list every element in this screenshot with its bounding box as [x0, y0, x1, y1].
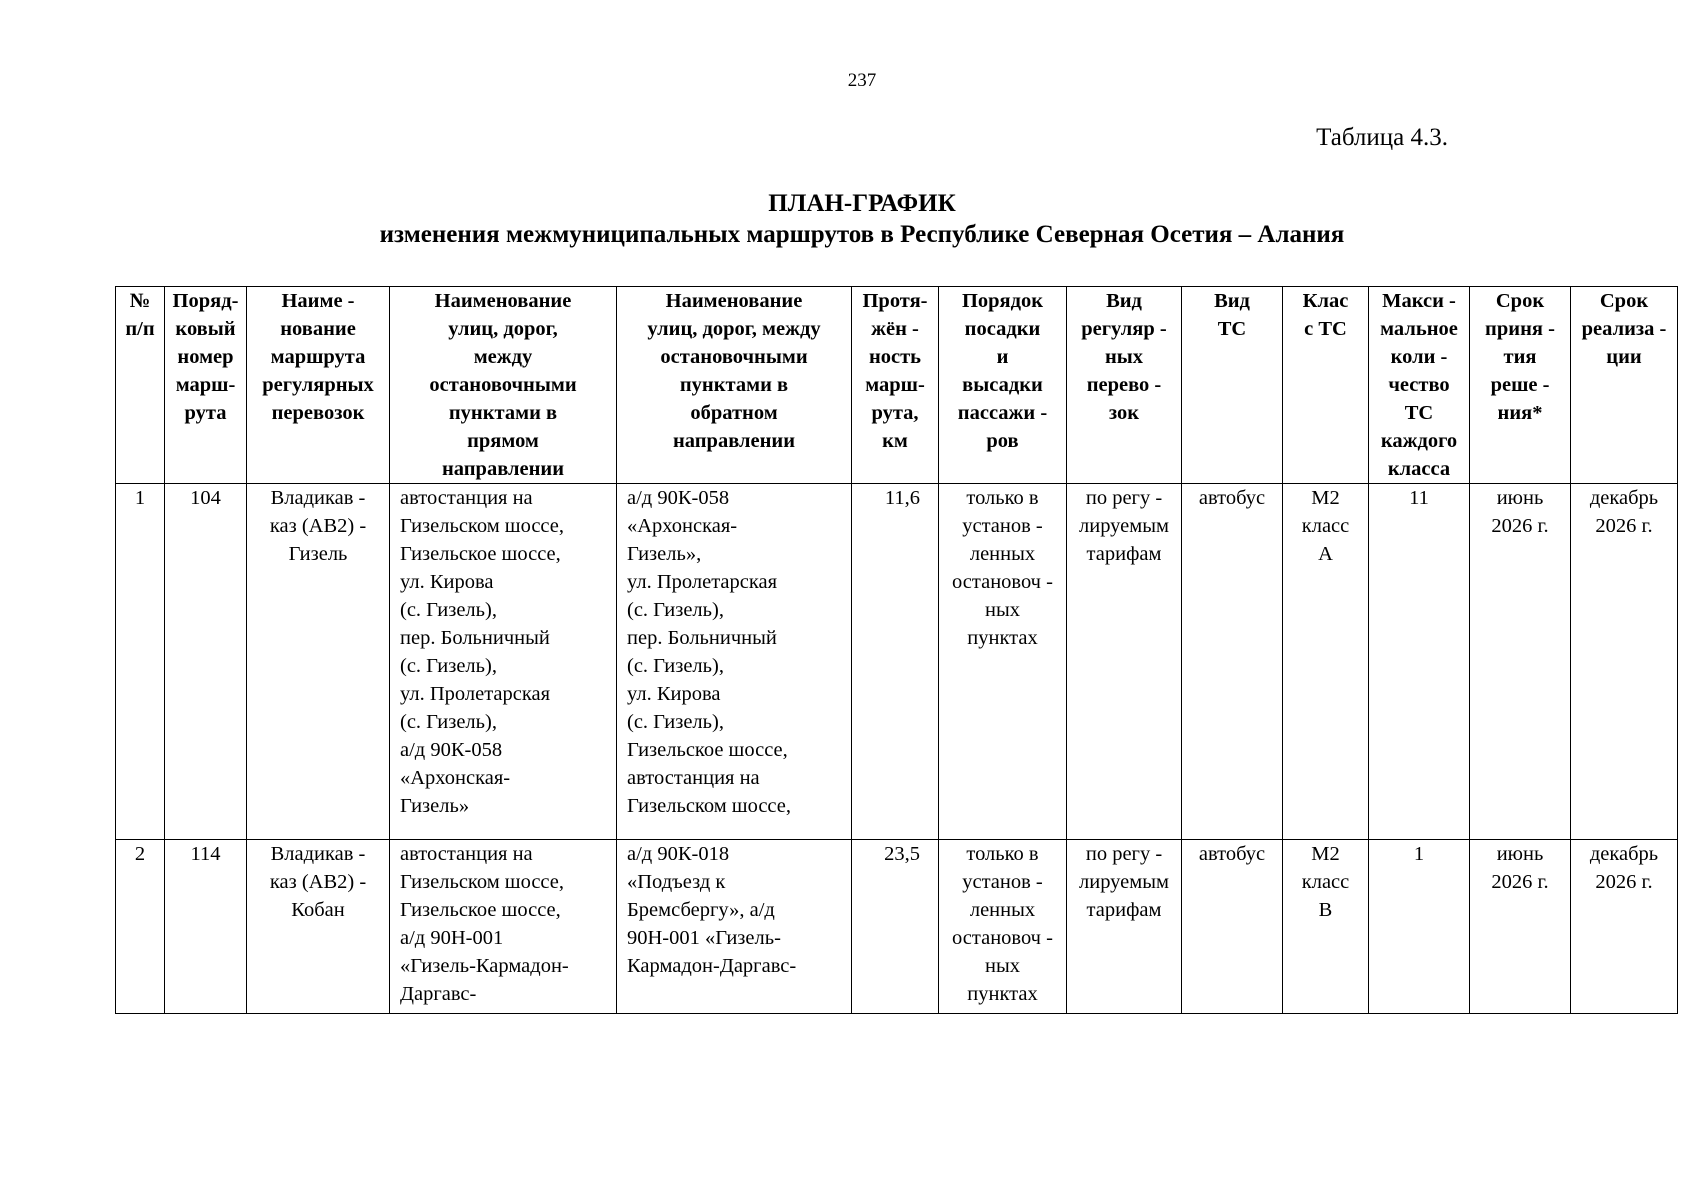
header-line: Наименование [434, 290, 572, 312]
cell-line: 2026 г. [1595, 871, 1653, 893]
cell-line: ленных [969, 899, 1036, 921]
cell-line: 2026 г. [1491, 871, 1549, 893]
cell-line: а/д 90Н-001 [400, 927, 504, 949]
cell-line: (с. Гизель), [400, 599, 497, 621]
header-line: улиц, дорог, между [647, 318, 821, 340]
max-count-cell: 11 [1369, 484, 1470, 840]
header-line: ТС [1217, 318, 1247, 340]
cell-line: каз (АВ2) - [269, 515, 367, 537]
cell-line: лируемым [1079, 515, 1169, 537]
cell-line: а/д 90К-018 [627, 843, 730, 865]
route-schedule-table [115, 286, 1678, 1014]
header-line: класса [1387, 458, 1451, 480]
title-line-1: ПЛАН-ГРАФИК [768, 190, 956, 217]
cell-line: (с. Гизель), [400, 655, 497, 677]
cell-line: пунктах [967, 627, 1038, 649]
cell-line: ных [985, 955, 1020, 977]
cell-line: Владикав - [270, 843, 366, 865]
header-line: пунктами в [679, 374, 789, 396]
cell-line: каз (АВ2) - [269, 871, 367, 893]
table-row [116, 840, 1678, 1014]
cell-line: пунктах [967, 983, 1038, 1005]
cell-line: а/д 90К-058 [627, 487, 730, 509]
header-line: ТС [1404, 402, 1434, 424]
cell-line: (с. Гизель), [627, 711, 724, 733]
header-line: тия [1503, 346, 1537, 368]
document-title [0, 188, 1698, 250]
header-line: ции [1606, 346, 1642, 368]
cell-line: Гизельском шоссе, [400, 871, 565, 893]
header-line: с ТС [1304, 318, 1347, 340]
cell-line: только в [966, 487, 1039, 509]
vehicle-class-cell [1283, 484, 1369, 840]
cell-line: пер. Больничный [400, 627, 550, 649]
header-vehicle-type [1182, 287, 1283, 484]
cell-line: декабрь [1589, 843, 1659, 865]
cell-line: ных [985, 599, 1020, 621]
route-name-cell [247, 840, 390, 1014]
cell-line: (с. Гизель), [627, 655, 724, 677]
cell-line: остановоч - [952, 571, 1053, 593]
cell-line: «Гизель-Кармадон- [400, 955, 569, 977]
header-line: регуляр - [1081, 318, 1167, 340]
cell-line: ленных [969, 543, 1036, 565]
row-number-cell: 2 [116, 840, 165, 1014]
vehicle-class-cell [1283, 840, 1369, 1014]
cell-line: а/д 90К-058 [400, 739, 503, 761]
header-line: рута [184, 402, 227, 424]
header-line: Наименование [665, 290, 803, 312]
cell-line: автостанция на [400, 487, 533, 509]
route-name-cell [247, 484, 390, 840]
header-line: Макси - [1382, 290, 1456, 312]
header-line: между [473, 346, 533, 368]
cell-line: установ - [962, 515, 1043, 537]
cell-line: июнь [1496, 843, 1544, 865]
header-line: Вид [1214, 290, 1250, 312]
header-line: Срок [1599, 290, 1649, 312]
cell-line: Гизель», [627, 543, 702, 565]
cell-line: тарифам [1086, 899, 1162, 921]
header-line: марш- [175, 374, 236, 396]
reverse-streets-cell [617, 840, 852, 1014]
cell-line: Гизельское шоссе, [400, 543, 561, 565]
header-line: каждого [1380, 430, 1458, 452]
header-line: ров [986, 430, 1019, 452]
header-route-name [247, 287, 390, 484]
title-line-2: изменения межмуниципальных маршрутов в Республике Северная Осетия – Алания [379, 221, 1345, 248]
header-route-length [852, 287, 939, 484]
header-line: регулярных [262, 374, 374, 396]
table-row [116, 484, 1678, 840]
max-count-cell: 1 [1369, 840, 1470, 1014]
cell-line: Гизель» [400, 795, 470, 817]
route-number-cell: 104 [165, 484, 247, 840]
header-line: остановочными [429, 374, 577, 396]
cell-line: установ - [962, 871, 1043, 893]
boarding-order-cell [939, 484, 1067, 840]
header-implementation-date [1571, 287, 1678, 484]
cell-line: А [1318, 543, 1333, 565]
cell-line: «Подъезд к [627, 871, 726, 893]
table-body [116, 484, 1678, 1014]
implementation-date-cell [1571, 484, 1678, 840]
header-line: Срок [1495, 290, 1545, 312]
cell-line: Кобан [291, 899, 345, 921]
header-line: реше - [1490, 374, 1550, 396]
header-line: км [882, 430, 908, 452]
header-line: чество [1388, 374, 1450, 396]
cell-line: тарифам [1086, 543, 1162, 565]
header-line: номер [177, 346, 234, 368]
header-line: № [129, 290, 151, 312]
cell-line: по регу - [1085, 487, 1163, 509]
header-route-order-number [165, 287, 247, 484]
header-line: нование [280, 318, 356, 340]
cell-line: М2 [1311, 843, 1340, 865]
header-line: п/п [125, 318, 155, 340]
header-boarding-order [939, 287, 1067, 484]
header-line: ность [868, 346, 922, 368]
cell-line: автостанция на [627, 767, 760, 789]
header-max-vehicle-count [1369, 287, 1470, 484]
header-line: перево - [1086, 374, 1162, 396]
header-decision-date [1470, 287, 1571, 484]
route-schedule-table-wrapper [115, 286, 1677, 1014]
header-line: Клас [1302, 290, 1349, 312]
cell-line: Гизельском шоссе, [400, 515, 565, 537]
cell-line: (с. Гизель), [400, 711, 497, 733]
implementation-date-cell [1571, 840, 1678, 1014]
forward-streets-cell [390, 840, 617, 1014]
header-line: обратном [690, 402, 778, 424]
cell-line: Даргавс- [400, 983, 477, 1005]
route-length-cell: 11,6 [852, 484, 939, 840]
header-vehicle-class [1283, 287, 1369, 484]
cell-line: ул. Кирова [627, 683, 721, 705]
cell-line: по регу - [1085, 843, 1163, 865]
table-header-row [116, 287, 1678, 484]
header-number [116, 287, 165, 484]
header-line: рута, [871, 402, 919, 424]
header-line: направлении [441, 458, 565, 480]
cell-line: только в [966, 843, 1039, 865]
header-line: посадки [964, 318, 1041, 340]
table-caption: Таблица 4.3. [1316, 124, 1448, 151]
header-line: перевозок [271, 402, 365, 424]
row-number-cell: 1 [116, 484, 165, 840]
cell-line: Бремсбергу», а/д [627, 899, 775, 921]
vehicle-type-cell: автобус [1182, 484, 1283, 840]
cell-line: класс [1301, 515, 1350, 537]
header-forward-streets [390, 287, 617, 484]
cell-line: 2026 г. [1595, 515, 1653, 537]
cell-line: лируемым [1079, 871, 1169, 893]
decision-date-cell [1470, 484, 1571, 840]
cell-line: остановоч - [952, 927, 1053, 949]
header-line: Вид [1106, 290, 1142, 312]
cell-line: ул. Кирова [400, 571, 494, 593]
boarding-order-cell [939, 840, 1067, 1014]
header-line: ковый [175, 318, 236, 340]
cell-line: Гизельское шоссе, [627, 739, 788, 761]
cell-line: ул. Пролетарская [627, 571, 778, 593]
cell-line: Гизель [288, 543, 348, 565]
cell-line: «Архонская- [400, 767, 511, 789]
header-line: мальное [1380, 318, 1458, 340]
cell-line: Гизельское шоссе, [400, 899, 561, 921]
header-line: и [996, 346, 1009, 368]
cell-line: Владикав - [270, 487, 366, 509]
cell-line: июнь [1496, 487, 1544, 509]
header-reverse-streets [617, 287, 852, 484]
header-line: пассажи - [957, 402, 1048, 424]
header-line: марш- [865, 374, 925, 396]
cell-line: класс [1301, 871, 1350, 893]
header-line: приня - [1485, 318, 1555, 340]
header-line: маршрута [270, 346, 366, 368]
cell-line: автостанция на [400, 843, 533, 865]
transport-type-cell [1067, 840, 1182, 1014]
cell-line: В [1318, 899, 1333, 921]
header-line: Порядок [961, 290, 1044, 312]
cell-line: 2026 г. [1491, 515, 1549, 537]
header-line: высадки [962, 374, 1043, 396]
header-line: остановочными [660, 346, 808, 368]
header-transport-type [1067, 287, 1182, 484]
header-line: Протя- [862, 290, 928, 312]
cell-line: 90Н-001 «Гизель- [627, 927, 781, 949]
header-line: направлении [672, 430, 796, 452]
cell-line: пер. Больничный [627, 627, 777, 649]
page-number: 237 [847, 70, 877, 91]
cell-line: ул. Пролетарская [400, 683, 551, 705]
cell-line: «Архонская- [627, 515, 738, 537]
vehicle-type-cell: автобус [1182, 840, 1283, 1014]
header-line: Поряд- [172, 290, 239, 312]
header-line: улиц, дорог, [448, 318, 558, 340]
decision-date-cell [1470, 840, 1571, 1014]
header-line: прямом [467, 430, 539, 452]
cell-line: (с. Гизель), [627, 599, 724, 621]
transport-type-cell [1067, 484, 1182, 840]
header-line: пунктами в [448, 402, 558, 424]
cell-line: декабрь [1589, 487, 1659, 509]
header-line: жён - [871, 318, 919, 340]
reverse-streets-cell [617, 484, 852, 840]
cell-line: Кармадон-Даргавс- [627, 955, 797, 977]
header-line: коли - [1390, 346, 1448, 368]
cell-line: М2 [1311, 487, 1340, 509]
header-line: зок [1108, 402, 1140, 424]
header-line: ния* [1497, 402, 1543, 424]
cell-line: Гизельском шоссе, [627, 795, 792, 817]
header-line: Наиме - [281, 290, 355, 312]
forward-streets-cell [390, 484, 617, 840]
route-number-cell: 114 [165, 840, 247, 1014]
route-length-cell: 23,5 [852, 840, 939, 1014]
header-line: ных [1104, 346, 1144, 368]
header-line: реализа - [1581, 318, 1667, 340]
